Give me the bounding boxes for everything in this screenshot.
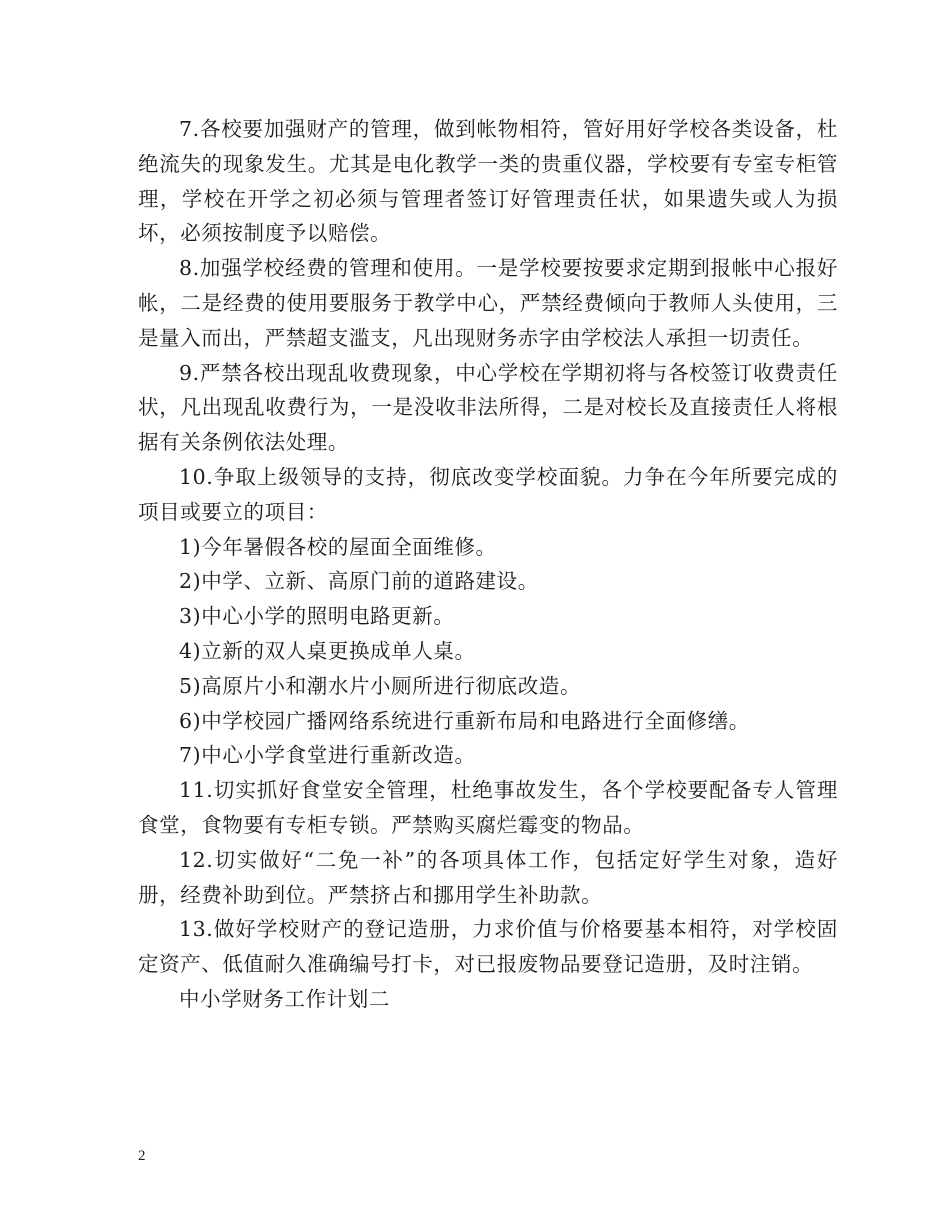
list-item: 4)立新的双人桌更换成单人桌。	[179, 638, 476, 663]
list-item: 6)中学校园广播网络系统进行重新布局和电路进行全面修缮。	[179, 708, 750, 733]
paragraph-8: 8.加强学校经费的管理和使用。一是学校要按要求定期到报帐中心报好帐，二是经费的使用要服务于教学中心，严禁经费倾向于教师人头使用，三是量入而出，严禁超支滥支，凡出现财务赤字由学校法人承担一切责任。	[138, 256, 838, 350]
paragraph-11: 11.切实抓好食堂安全管理，杜绝事故发生，各个学校要配备专人管理食堂，食物要有专柜专锁。严禁购买腐烂霉变的物品。	[138, 778, 838, 837]
document-body	[138, 112, 838, 1017]
paragraph-13: 13.做好学校财产的登记造册，力求价值与价格要基本相符，对学校固定资产、低值耐久准确编号打卡，对已报废物品要登记造册，及时注销。	[138, 917, 838, 977]
paragraph-12: 12.切实做好“二免一补”的各项具体工作，包括定好学生对象，造好册，经费补助到位。严禁挤占和挪用学生补助款。	[138, 847, 838, 907]
paragraph-10: 10.争取上级领导的支持，彻底改变学校面貌。力争在今年所要完成的项目或要立的项目：	[138, 464, 838, 524]
paragraph-9: 9.严禁各校出现乱收费现象，中心学校在学期初将与各校签订收费责任状，凡出现乱收费行为，一是没收非法所得，二是对校长及直接责任人将根据有关条例依法处理。	[138, 360, 838, 455]
page-number: 2	[138, 1148, 146, 1164]
list-item: 3)中心小学的照明电路更新。	[179, 604, 455, 629]
list-item: 1)今年暑假各校的屋面全面维修。	[179, 534, 497, 559]
list-item: 2)中学、立新、高原门前的道路建设。	[179, 569, 539, 594]
list-item: 7)中心小学食堂进行重新改造。	[179, 743, 476, 768]
list-item: 5)高原片小和潮水片小厕所进行彻底改造。	[179, 673, 582, 698]
section-heading: 中小学财务工作计划二	[179, 986, 390, 1011]
paragraph-7: 7.各校要加强财产的管理，做到帐物相符，管好用好学校各类设备，杜绝流失的现象发生。尤其是电化教学一类的贵重仪器，学校要有专室专柜管理，学校在开学之初必须与管理者签订好管理责任状，如果遗失或人为损坏，必须按制度予以赔偿。	[138, 117, 838, 246]
